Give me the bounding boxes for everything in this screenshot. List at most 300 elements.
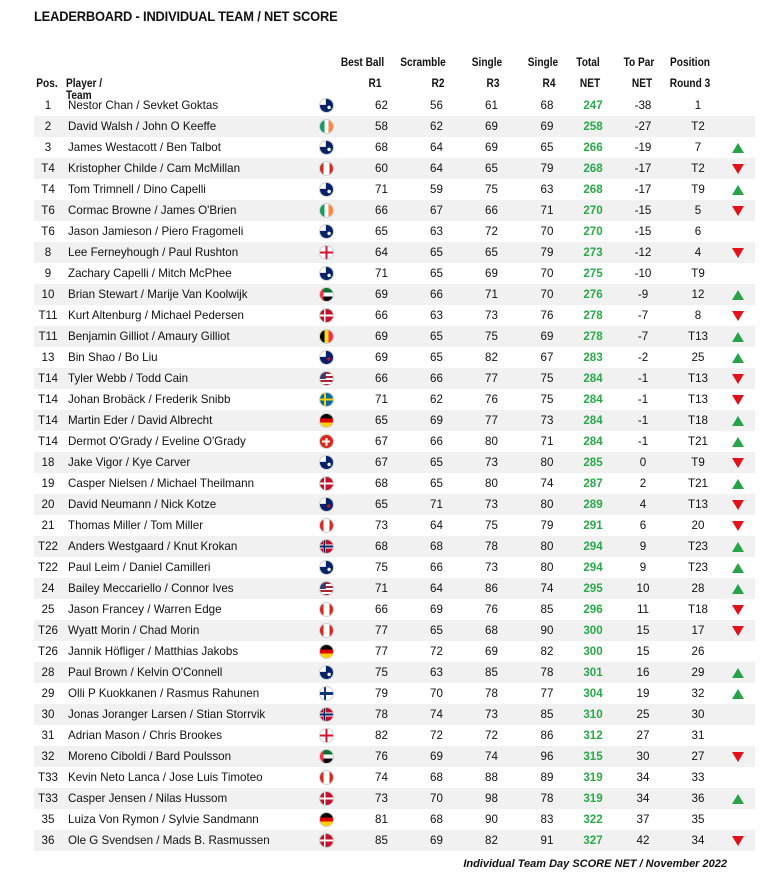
ireland-flag-icon — [319, 119, 334, 134]
row-r1: 68 — [354, 536, 409, 557]
row-trend — [721, 368, 755, 389]
row-r4: 74 — [519, 578, 575, 599]
row-r3: 75 — [464, 326, 519, 347]
row-r3: 86 — [464, 578, 519, 599]
row-r2: 69 — [430, 603, 443, 616]
row-player-team: Benjamin Gilliot / Amaury Gilliot — [62, 326, 298, 347]
row-r1: 60 — [354, 158, 409, 179]
row-trend — [721, 137, 755, 158]
row-to-par: -19 — [634, 141, 652, 154]
row-total-net: 319 — [575, 788, 611, 809]
row-r2: 65 — [409, 452, 464, 473]
row-flag — [298, 452, 354, 473]
row-to-par: 10 — [611, 578, 675, 599]
row-position: 35 — [41, 813, 55, 826]
row-total-net: 276 — [575, 284, 611, 305]
row-total-net: 275 — [583, 267, 603, 280]
sweden-flag-icon — [319, 392, 334, 407]
row-r2: 72 — [430, 729, 443, 742]
row-total-net: 294 — [575, 536, 611, 557]
row-total-net: 284 — [575, 368, 611, 389]
row-player-team: Nestor Chan / Sevket Goktas — [68, 99, 219, 112]
row-total-net: 327 — [575, 830, 611, 851]
row-to-par: 30 — [611, 746, 675, 767]
row-flag — [298, 578, 354, 599]
arrow-down-icon — [732, 206, 744, 216]
arrow-down-icon — [732, 521, 744, 531]
arrow-up-icon — [732, 416, 744, 426]
row-position-round3: 17 — [675, 620, 721, 641]
row-trend — [721, 473, 755, 494]
row-r4: 70 — [519, 284, 575, 305]
row-player-team: Bailey Meccariello / Connor Ives — [62, 578, 298, 599]
table-row — [34, 788, 755, 809]
row-position: 31 — [41, 729, 55, 742]
row-r3: 80 — [485, 477, 498, 490]
row-total-net: 319 — [583, 771, 603, 784]
header-pos: Pos. — [36, 78, 58, 90]
row-position-round3: 4 — [675, 242, 721, 263]
row-to-par: 9 — [611, 536, 675, 557]
row-to-par: 19 — [636, 687, 650, 700]
arrow-up-icon — [732, 479, 744, 489]
row-r3: 69 — [485, 267, 498, 280]
newzealand-flag-icon — [319, 350, 334, 365]
row-r4: 74 — [540, 477, 554, 490]
page-title: LEADERBOARD - INDIVIDUAL TEAM / NET SCORE — [34, 8, 338, 24]
table-row — [34, 620, 755, 641]
row-r4: 68 — [540, 99, 554, 112]
row-r2: 66 — [430, 435, 443, 448]
row-trend — [721, 305, 755, 326]
row-flag — [298, 179, 354, 200]
row-flag — [298, 263, 354, 284]
row-r1: 71 — [354, 578, 409, 599]
leaderboard-table — [34, 95, 755, 851]
row-r2: 56 — [430, 99, 443, 112]
row-r3: 69 — [485, 645, 498, 658]
denmark-flag-icon — [319, 791, 334, 806]
row-to-par: -15 — [611, 200, 675, 221]
row-r3: 85 — [464, 662, 519, 683]
row-to-par: 34 — [611, 788, 675, 809]
row-flag — [298, 368, 354, 389]
header-total-top: Total — [576, 57, 600, 69]
row-r1: 73 — [375, 519, 388, 532]
row-r2: 62 — [409, 116, 464, 137]
arrow-up-icon — [732, 185, 744, 195]
row-to-par: -15 — [634, 225, 652, 238]
row-position-round3: 33 — [691, 771, 705, 784]
row-r4: 77 — [540, 687, 554, 700]
table-row — [34, 368, 755, 389]
row-trend — [721, 599, 755, 620]
row-player-team: Kurt Altenburg / Michael Pedersen — [68, 309, 244, 322]
header-par-top: To Par — [623, 57, 655, 69]
row-r1: 78 — [354, 704, 409, 725]
row-r3: 82 — [485, 351, 498, 364]
row-trend — [721, 200, 755, 221]
row-flag — [298, 137, 354, 158]
uae-flag-icon — [319, 749, 334, 764]
row-total-net: 278 — [575, 326, 611, 347]
header-r3-top: Single — [471, 57, 503, 69]
australia-flag-icon — [319, 182, 334, 197]
canada-flag-icon — [319, 770, 334, 785]
row-r3: 65 — [464, 242, 519, 263]
row-r2: 68 — [430, 771, 443, 784]
row-position: T33 — [34, 788, 62, 809]
row-total-net: 278 — [583, 309, 603, 322]
row-position: T33 — [38, 771, 58, 784]
row-player-team: Jonas Joranger Larsen / Stian Storrvik — [62, 704, 298, 725]
row-r3: 73 — [464, 704, 519, 725]
row-r1: 76 — [354, 746, 409, 767]
table-row — [34, 830, 755, 851]
row-trend — [721, 431, 755, 452]
row-player-team: Jason Jamieson / Piero Fragomeli — [68, 225, 244, 238]
row-flag — [298, 704, 354, 725]
row-player-team: Kevin Neto Lanca / Jose Luis Timoteo — [68, 771, 263, 784]
table-row — [34, 221, 755, 242]
row-player-team: Dermot O'Grady / Eveline O'Grady — [68, 435, 246, 448]
row-to-par: -17 — [634, 183, 652, 196]
row-r2: 69 — [409, 830, 464, 851]
australia-flag-icon — [319, 98, 334, 113]
row-total-net: 266 — [583, 141, 603, 154]
arrow-down-icon — [732, 311, 744, 321]
row-player-team: Casper Jensen / Nilas Hussom — [62, 788, 298, 809]
row-to-par: -1 — [611, 368, 675, 389]
table-row — [34, 473, 755, 494]
row-r1: 71 — [375, 183, 388, 196]
row-flag — [298, 557, 354, 578]
ireland-flag-icon — [319, 203, 334, 218]
table-row — [34, 95, 755, 116]
row-r1: 79 — [375, 687, 388, 700]
row-to-par: -7 — [611, 326, 675, 347]
row-r3: 98 — [464, 788, 519, 809]
row-r2: 70 — [409, 788, 464, 809]
row-r3: 73 — [464, 494, 519, 515]
table-row — [34, 746, 755, 767]
row-r4: 91 — [519, 830, 575, 851]
row-position-round3: T13 — [675, 368, 721, 389]
row-r2: 64 — [430, 519, 443, 532]
header-r1-top: Best Ball — [340, 57, 385, 69]
row-r3: 73 — [485, 561, 498, 574]
row-r1: 65 — [354, 410, 409, 431]
row-r3: 78 — [485, 687, 498, 700]
header-r4-top: Single — [527, 57, 559, 69]
row-r1: 75 — [375, 561, 388, 574]
arrow-up-icon — [732, 353, 744, 363]
row-position-round3: 6 — [694, 225, 702, 238]
row-position-round3: T18 — [675, 410, 721, 431]
australia-flag-icon — [319, 455, 334, 470]
row-trend — [721, 389, 755, 410]
row-position: 13 — [41, 351, 55, 364]
table-row — [34, 536, 755, 557]
row-r4: 76 — [540, 309, 554, 322]
row-position: T22 — [38, 561, 58, 574]
arrow-down-icon — [732, 374, 744, 384]
footer-note: Individual Team Day SCORE NET / November 2022 — [463, 858, 727, 870]
canada-flag-icon — [319, 161, 334, 176]
row-r4: 79 — [519, 242, 575, 263]
row-position-round3: 20 — [691, 519, 705, 532]
row-r2: 64 — [409, 158, 464, 179]
row-position-round3: 31 — [691, 729, 705, 742]
arrow-down-icon — [732, 752, 744, 762]
row-r1: 73 — [354, 788, 409, 809]
row-total-net: 247 — [583, 99, 603, 112]
row-r2: 66 — [409, 368, 464, 389]
row-r2: 65 — [430, 351, 443, 364]
finland-flag-icon — [319, 686, 334, 701]
germany-flag-icon — [319, 413, 334, 428]
row-trend — [721, 158, 755, 179]
row-flag — [298, 809, 354, 830]
row-position: T14 — [38, 435, 58, 448]
row-to-par: 0 — [611, 452, 675, 473]
row-r4: 83 — [540, 813, 554, 826]
row-total-net: 285 — [575, 452, 611, 473]
row-r3: 72 — [485, 225, 498, 238]
row-trend — [721, 347, 755, 368]
row-to-par: -17 — [611, 158, 675, 179]
row-position: T11 — [38, 309, 58, 322]
row-total-net: 301 — [575, 662, 611, 683]
row-flag — [298, 599, 354, 620]
row-r3: 88 — [485, 771, 498, 784]
norway-flag-icon — [319, 539, 334, 554]
row-to-par: 4 — [611, 494, 675, 515]
row-r4: 69 — [519, 116, 575, 137]
row-r2: 74 — [409, 704, 464, 725]
table-row — [34, 200, 755, 221]
row-r2: 70 — [430, 687, 443, 700]
arrow-up-icon — [732, 563, 744, 573]
row-flag — [298, 305, 354, 326]
row-trend — [721, 116, 755, 137]
row-r3: 90 — [485, 813, 498, 826]
row-to-par: 6 — [639, 519, 647, 532]
table-row — [34, 158, 755, 179]
row-to-par: -38 — [634, 99, 652, 112]
germany-flag-icon — [319, 644, 334, 659]
row-trend — [721, 410, 755, 431]
header-posr3: Round 3 — [669, 78, 711, 90]
row-total-net: 322 — [583, 813, 603, 826]
row-flag — [298, 200, 354, 221]
row-r4: 85 — [540, 603, 554, 616]
row-r3: 77 — [464, 410, 519, 431]
row-total-net: 310 — [575, 704, 611, 725]
norway-flag-icon — [319, 707, 334, 722]
usa-flag-icon — [319, 581, 334, 596]
row-total-net: 270 — [575, 200, 611, 221]
row-total-net: 268 — [583, 183, 603, 196]
row-flag — [298, 410, 354, 431]
row-r1: 69 — [354, 326, 409, 347]
arrow-up-icon — [732, 332, 744, 342]
row-player-team: Thomas Miller / Tom Miller — [68, 519, 204, 532]
row-flag — [298, 641, 354, 662]
table-row — [34, 725, 755, 746]
row-r1: 71 — [375, 267, 388, 280]
row-total-net: 300 — [583, 645, 603, 658]
row-position: 20 — [34, 494, 62, 515]
row-flag — [298, 725, 354, 746]
row-total-net: 284 — [575, 410, 611, 431]
row-position: 25 — [41, 603, 55, 616]
arrow-down-icon — [732, 164, 744, 174]
row-position: T26 — [38, 645, 58, 658]
row-position: 32 — [34, 746, 62, 767]
row-player-team: Zachary Capelli / Mitch McPhee — [68, 267, 232, 280]
row-trend — [721, 830, 755, 851]
row-flag — [298, 536, 354, 557]
row-to-par: 25 — [611, 704, 675, 725]
header-r1: R1 — [368, 78, 382, 90]
row-flag — [298, 95, 354, 116]
row-total-net: 315 — [575, 746, 611, 767]
row-player-team: Paul Leim / Daniel Camilleri — [68, 561, 211, 574]
table-row — [34, 515, 755, 536]
header-total: NET — [579, 78, 601, 90]
row-r2: 65 — [409, 326, 464, 347]
row-position: 29 — [41, 687, 55, 700]
row-position: 2 — [34, 116, 62, 137]
row-r4: 75 — [540, 393, 554, 406]
row-flag — [298, 326, 354, 347]
row-r2: 65 — [409, 242, 464, 263]
row-total-net: 273 — [575, 242, 611, 263]
row-position-round3: 35 — [691, 813, 705, 826]
row-r1: 77 — [375, 645, 388, 658]
row-position: T14 — [38, 393, 58, 406]
row-r4: 79 — [540, 519, 554, 532]
row-r4: 80 — [519, 536, 575, 557]
row-flag — [298, 830, 354, 851]
row-flag — [298, 494, 354, 515]
row-position-round3: 12 — [675, 284, 721, 305]
arrow-down-icon — [732, 248, 744, 258]
row-position-round3: 29 — [675, 662, 721, 683]
row-r2: 59 — [430, 183, 443, 196]
row-position: 9 — [44, 267, 52, 280]
row-player-team: Martin Eder / David Albrecht — [62, 410, 298, 431]
row-r4: 96 — [519, 746, 575, 767]
row-total-net: 294 — [583, 561, 603, 574]
row-r1: 68 — [375, 477, 388, 490]
table-row — [34, 767, 755, 788]
header-r3: R3 — [486, 78, 500, 90]
row-r1: 65 — [375, 225, 388, 238]
row-r2: 72 — [430, 645, 443, 658]
row-flag — [298, 158, 354, 179]
row-position: 36 — [34, 830, 62, 851]
row-position-round3: T18 — [688, 603, 708, 616]
table-row — [34, 326, 755, 347]
row-to-par: 42 — [611, 830, 675, 851]
row-r4: 78 — [519, 662, 575, 683]
row-flag — [298, 284, 354, 305]
row-position-round3: 25 — [691, 351, 705, 364]
row-r4: 80 — [519, 494, 575, 515]
header-r2-top: Scramble — [400, 57, 446, 69]
table-row — [34, 557, 755, 578]
row-position-round3: 26 — [691, 645, 705, 658]
row-total-net: 270 — [583, 225, 603, 238]
row-r2: 71 — [409, 494, 464, 515]
row-player-team: Brian Stewart / Marije Van Koolwijk — [62, 284, 298, 305]
row-to-par: -7 — [637, 309, 649, 322]
header-r2: R2 — [431, 78, 445, 90]
row-r3: 72 — [485, 729, 498, 742]
row-trend — [721, 788, 755, 809]
row-trend — [721, 452, 755, 473]
arrow-up-icon — [732, 794, 744, 804]
row-r1: 69 — [354, 284, 409, 305]
row-position: T14 — [34, 410, 62, 431]
row-r3: 65 — [464, 158, 519, 179]
row-trend — [721, 515, 755, 536]
row-r4: 82 — [540, 645, 554, 658]
row-r3: 71 — [464, 284, 519, 305]
table-row — [34, 116, 755, 137]
row-to-par: 9 — [639, 561, 647, 574]
row-r4: 71 — [540, 435, 554, 448]
row-position: 18 — [34, 452, 62, 473]
header-r4: R4 — [542, 78, 556, 90]
row-position-round3: 27 — [675, 746, 721, 767]
denmark-flag-icon — [319, 476, 334, 491]
row-position: T26 — [34, 620, 62, 641]
row-position-round3: T13 — [675, 494, 721, 515]
row-position: 8 — [34, 242, 62, 263]
row-r1: 67 — [375, 435, 388, 448]
row-player-team: Tom Trimnell / Dino Capelli — [68, 183, 206, 196]
table-row — [34, 599, 755, 620]
arrow-up-icon — [732, 689, 744, 699]
row-r4: 75 — [519, 368, 575, 389]
row-r4: 69 — [519, 326, 575, 347]
row-total-net: 258 — [575, 116, 611, 137]
row-trend — [721, 725, 755, 746]
row-r4: 79 — [519, 158, 575, 179]
row-player-team: Johan Brobäck / Frederik Snibb — [68, 393, 231, 406]
row-player-team: Cormac Browne / James O'Brien — [62, 200, 298, 221]
row-r3: 77 — [464, 368, 519, 389]
row-r2: 69 — [409, 746, 464, 767]
row-position: T4 — [41, 183, 55, 196]
row-position: T6 — [34, 200, 62, 221]
row-flag — [298, 431, 354, 452]
row-r2: 63 — [409, 662, 464, 683]
row-r2: 65 — [430, 477, 443, 490]
row-position: 21 — [41, 519, 55, 532]
row-position: T11 — [34, 326, 62, 347]
row-r3: 74 — [464, 746, 519, 767]
row-position: 28 — [34, 662, 62, 683]
row-to-par: -2 — [637, 351, 649, 364]
row-r1: 75 — [354, 662, 409, 683]
row-position: 30 — [34, 704, 62, 725]
row-player-team: Casper Nielsen / Michael Theilmann — [68, 477, 255, 490]
row-player-team: Ole G Svendsen / Mads B. Rasmussen — [62, 830, 298, 851]
